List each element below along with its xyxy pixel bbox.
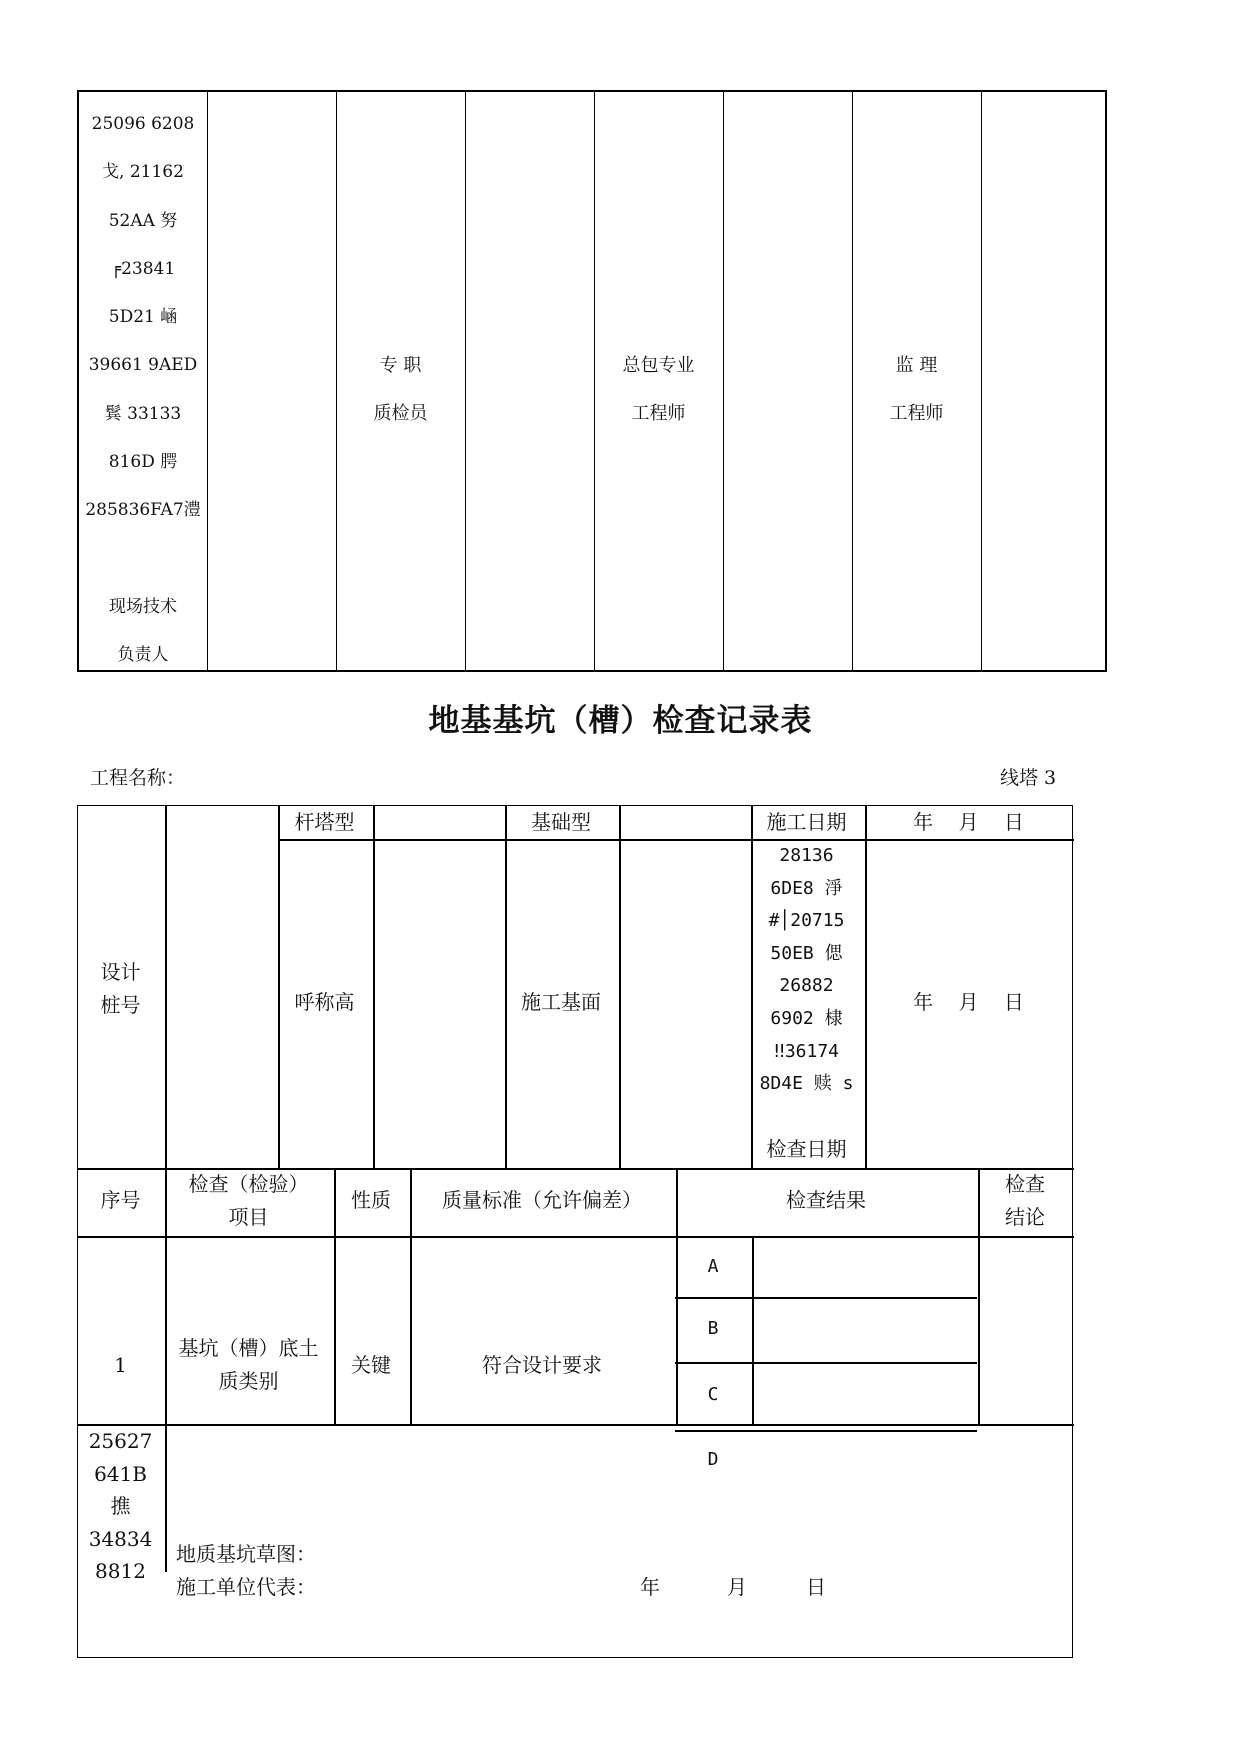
check-date-value: 年 月 日 — [913, 990, 1024, 1014]
col-nature-header: 性质 — [351, 1188, 391, 1212]
construction-date-value: 年 月 日 — [913, 810, 1024, 834]
construction-date-label: 施工日期 — [766, 810, 847, 834]
col-item-header: 检查（检验） 项目 — [188, 1172, 309, 1229]
col-divider — [723, 92, 724, 670]
sign-year: 年 — [640, 1575, 660, 1599]
footer-code-cell: 25627 641B 撨 34834 8812 — [88, 1429, 153, 1583]
signature-table — [77, 90, 1107, 672]
row-divider — [675, 1362, 977, 1364]
col-standard-header: 质量标准（允许偏差） — [442, 1188, 642, 1212]
sign-day: 日 — [806, 1575, 826, 1599]
foundation-type-label: 基础型 — [531, 810, 591, 834]
project-name-label: 工程名称： — [90, 767, 186, 789]
construction-base-label: 施工基面 — [521, 990, 601, 1014]
point-c-label: C — [707, 1384, 719, 1405]
row-divider — [675, 1297, 977, 1299]
point-b-label: B — [707, 1318, 719, 1339]
row1-seq: 1 — [114, 1353, 127, 1377]
page-title: 地基基坑（槽）检查记录表 — [428, 703, 813, 739]
supervisor-engineer-label: 监 理 工程师 — [889, 355, 944, 424]
col-divider — [207, 92, 208, 670]
nominal-height-label: 呼称高 — [294, 990, 355, 1014]
site-tech-lead-cell: 25096 6208 戈, 21162 52AA 努 ╒23841 5D21 崡 39661 9AED 鬂 33133 816D 腭 285836FA7澧 现场技术 负责人 — [85, 114, 201, 666]
col-conclusion-header: 检查 结论 — [1005, 1172, 1045, 1229]
project-code: 线塔 3 — [1000, 767, 1057, 789]
rep-label: 施工单位代表： — [176, 1575, 316, 1599]
qc-inspector-label: 专 职 质检员 — [373, 355, 428, 424]
row-divider — [675, 1430, 977, 1432]
col-result-header: 检查结果 — [786, 1188, 866, 1212]
check-date-cell: 28136 6DE8 淨 #│20715 50EB 偲 26882 6902 棣 ‼36174 8D4E 赎 s 检查日期 — [759, 845, 854, 1162]
col-seq-header: 序号 — [100, 1188, 141, 1212]
col-divider — [981, 92, 982, 670]
gc-engineer-label: 总包专业 工程师 — [622, 355, 695, 424]
sketch-label: 地质基坑草图： — [176, 1542, 316, 1566]
point-d-label: D — [707, 1449, 719, 1470]
point-a-label: A — [707, 1256, 719, 1277]
design-pile-label: 设计 桩号 — [100, 960, 141, 1017]
col-divider — [465, 92, 466, 670]
sign-month: 月 — [727, 1575, 747, 1599]
row1-item: 基坑（槽）底土 质类别 — [178, 1336, 319, 1393]
tower-type-label: 杆塔型 — [294, 810, 355, 834]
row1-nature: 关键 — [351, 1353, 391, 1377]
row1-standard: 符合设计要求 — [482, 1353, 602, 1377]
